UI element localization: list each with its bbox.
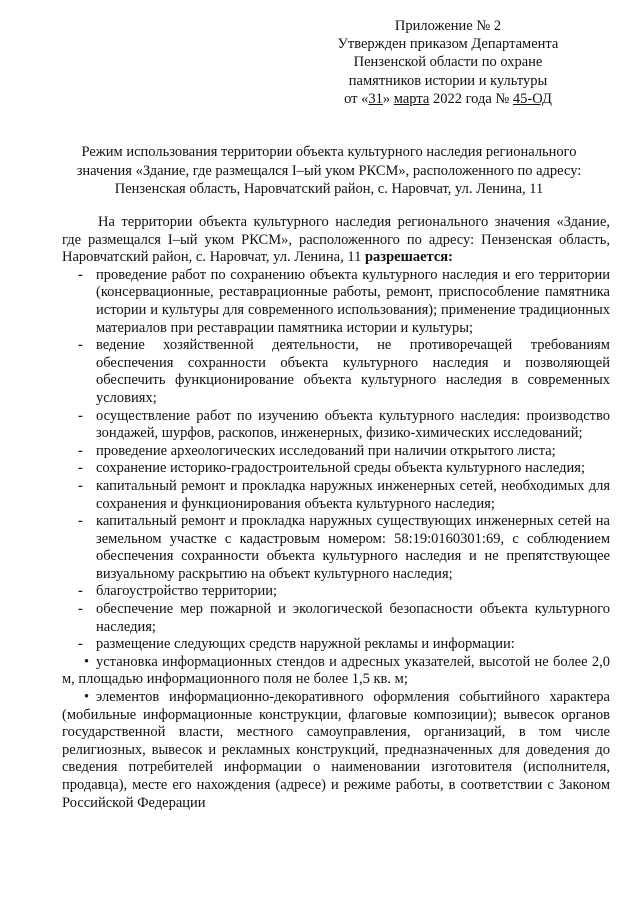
list-item	[62, 513, 610, 583]
list-item-text: капитальный ремонт и прокладка наружных инженерных сетей, необходимых для сохранения и функционирования объекта культурного наследия;	[96, 477, 610, 512]
order-date-line	[298, 90, 598, 108]
sub-list-item-text: элементов информационно-декоративного оформления событийного характера (мобильные информационные конструкции, флаговые композиции); вывесок органов государственной власти, местного самоуправления, организаций, в том числе религиозных, вывесок и рекламных конструкций, предназначенных для доведения до сведения потребителей информации о наименовании изготовителя (исполнителя, продавца), месте его нахождения (адресе) и режиме работы, в соответствии с Законом Российской Федерации	[62, 689, 610, 811]
intro-text: На территории объекта культурного наследия регионального значения «Здание, где размещался I–ый уком РКСМ», расположенного по адресу: Пензенская область, Наровчатский район, с. Наровчат, ул. Ленина, 11	[62, 214, 610, 266]
sub-list-item	[62, 689, 610, 812]
permitted-list	[62, 267, 610, 654]
sub-list-item	[62, 654, 610, 689]
appendix-number: Приложение № 2	[394, 18, 502, 34]
order-day: 31	[368, 90, 383, 107]
list-item-text: благоустройство территории;	[96, 583, 278, 600]
dash-marker: -	[78, 583, 83, 600]
dash-marker: -	[78, 636, 83, 653]
list-item-text: размещение следующих средств наружной рекламы и информации:	[96, 636, 515, 653]
date-sep: »	[382, 90, 394, 107]
list-item-text: ведение хозяйственной деятельности, не противоречащей требованиям обеспечения сохранности объекта культурного наследия и позволяющей обеспечить функционирование объекта культурного наследия в современных условиях;	[96, 337, 610, 406]
list-item	[62, 443, 610, 461]
bullet-marker: •	[84, 653, 90, 670]
list-item-text: проведение работ по сохранению объекта культурного наследия и его территории (консервационные, реставрационные работы, ремонт, приспособление памятника истории и культуры для современного использования); применение традиционных материалов при реставрации памятника истории и культуры;	[96, 266, 610, 336]
intro-bold: разрешается:	[364, 249, 453, 266]
sub-list-item-text: установка информационных стендов и адресных указателей, высотой не более 2,0 м, площадью информационного поля не более 1,5 кв. м;	[62, 653, 610, 688]
list-item-text: проведение археологических исследований при наличии открытого листа;	[96, 442, 556, 459]
list-item	[62, 460, 610, 478]
list-item-text: обеспечение мер пожарной и экологической безопасности объекта культурного наследия;	[96, 601, 610, 635]
dash-marker: -	[78, 407, 83, 424]
approval-header	[298, 17, 598, 108]
document-body	[62, 214, 610, 812]
dash-marker: -	[78, 266, 83, 283]
department-line-2: памятников истории и культуры	[348, 72, 548, 89]
title-line-3: Пензенская область, Наровчатский район, с. Наровчат, ул. Ленина, 11	[114, 181, 544, 197]
list-item	[62, 583, 610, 601]
date-year: 2022 года №	[429, 90, 513, 107]
list-item	[62, 478, 610, 513]
dash-marker: -	[78, 460, 83, 477]
dash-marker: -	[78, 337, 83, 354]
title-line-2: значения «Здание, где размещался I–ый уком РКСМ», расположенного по адресу:	[76, 162, 582, 179]
order-number: 45-ОД	[512, 90, 552, 107]
bullet-marker: •	[84, 689, 90, 706]
date-prefix: от «	[344, 90, 369, 107]
list-item	[62, 636, 610, 654]
list-item-text: сохранение историко-градостроительной среды объекта культурного наследия;	[96, 460, 585, 477]
dash-marker: -	[78, 513, 83, 530]
dash-marker: -	[78, 477, 83, 494]
document-title	[56, 143, 602, 199]
list-item	[62, 601, 610, 636]
list-item	[62, 267, 610, 337]
list-item	[62, 408, 610, 443]
department-line: Пензенской области по охране	[353, 54, 543, 71]
list-item-text: капитальный ремонт и прокладка наружных существующих инженерных сетей на земельном участке с кадастровым номером: 58:19:0160301:69, с соблюдением обеспечения сохранности объекта культурного наследия и не препятствующее визуальному раскрытию на объект культурного наследия;	[96, 513, 610, 582]
order-month: марта	[393, 90, 430, 107]
dash-marker: -	[78, 601, 83, 618]
intro-paragraph	[62, 214, 610, 267]
dash-marker: -	[78, 442, 83, 459]
list-item-text: осуществление работ по изучению объекта культурного наследия: производство зондажей, шурфов, раскопов, инженерных, физико-химических исследований;	[96, 407, 610, 442]
approval-line: Утвержден приказом Департамента	[337, 36, 559, 53]
list-item	[62, 337, 610, 407]
title-line-1: Режим использования территории объекта культурного наследия регионального	[81, 144, 577, 160]
